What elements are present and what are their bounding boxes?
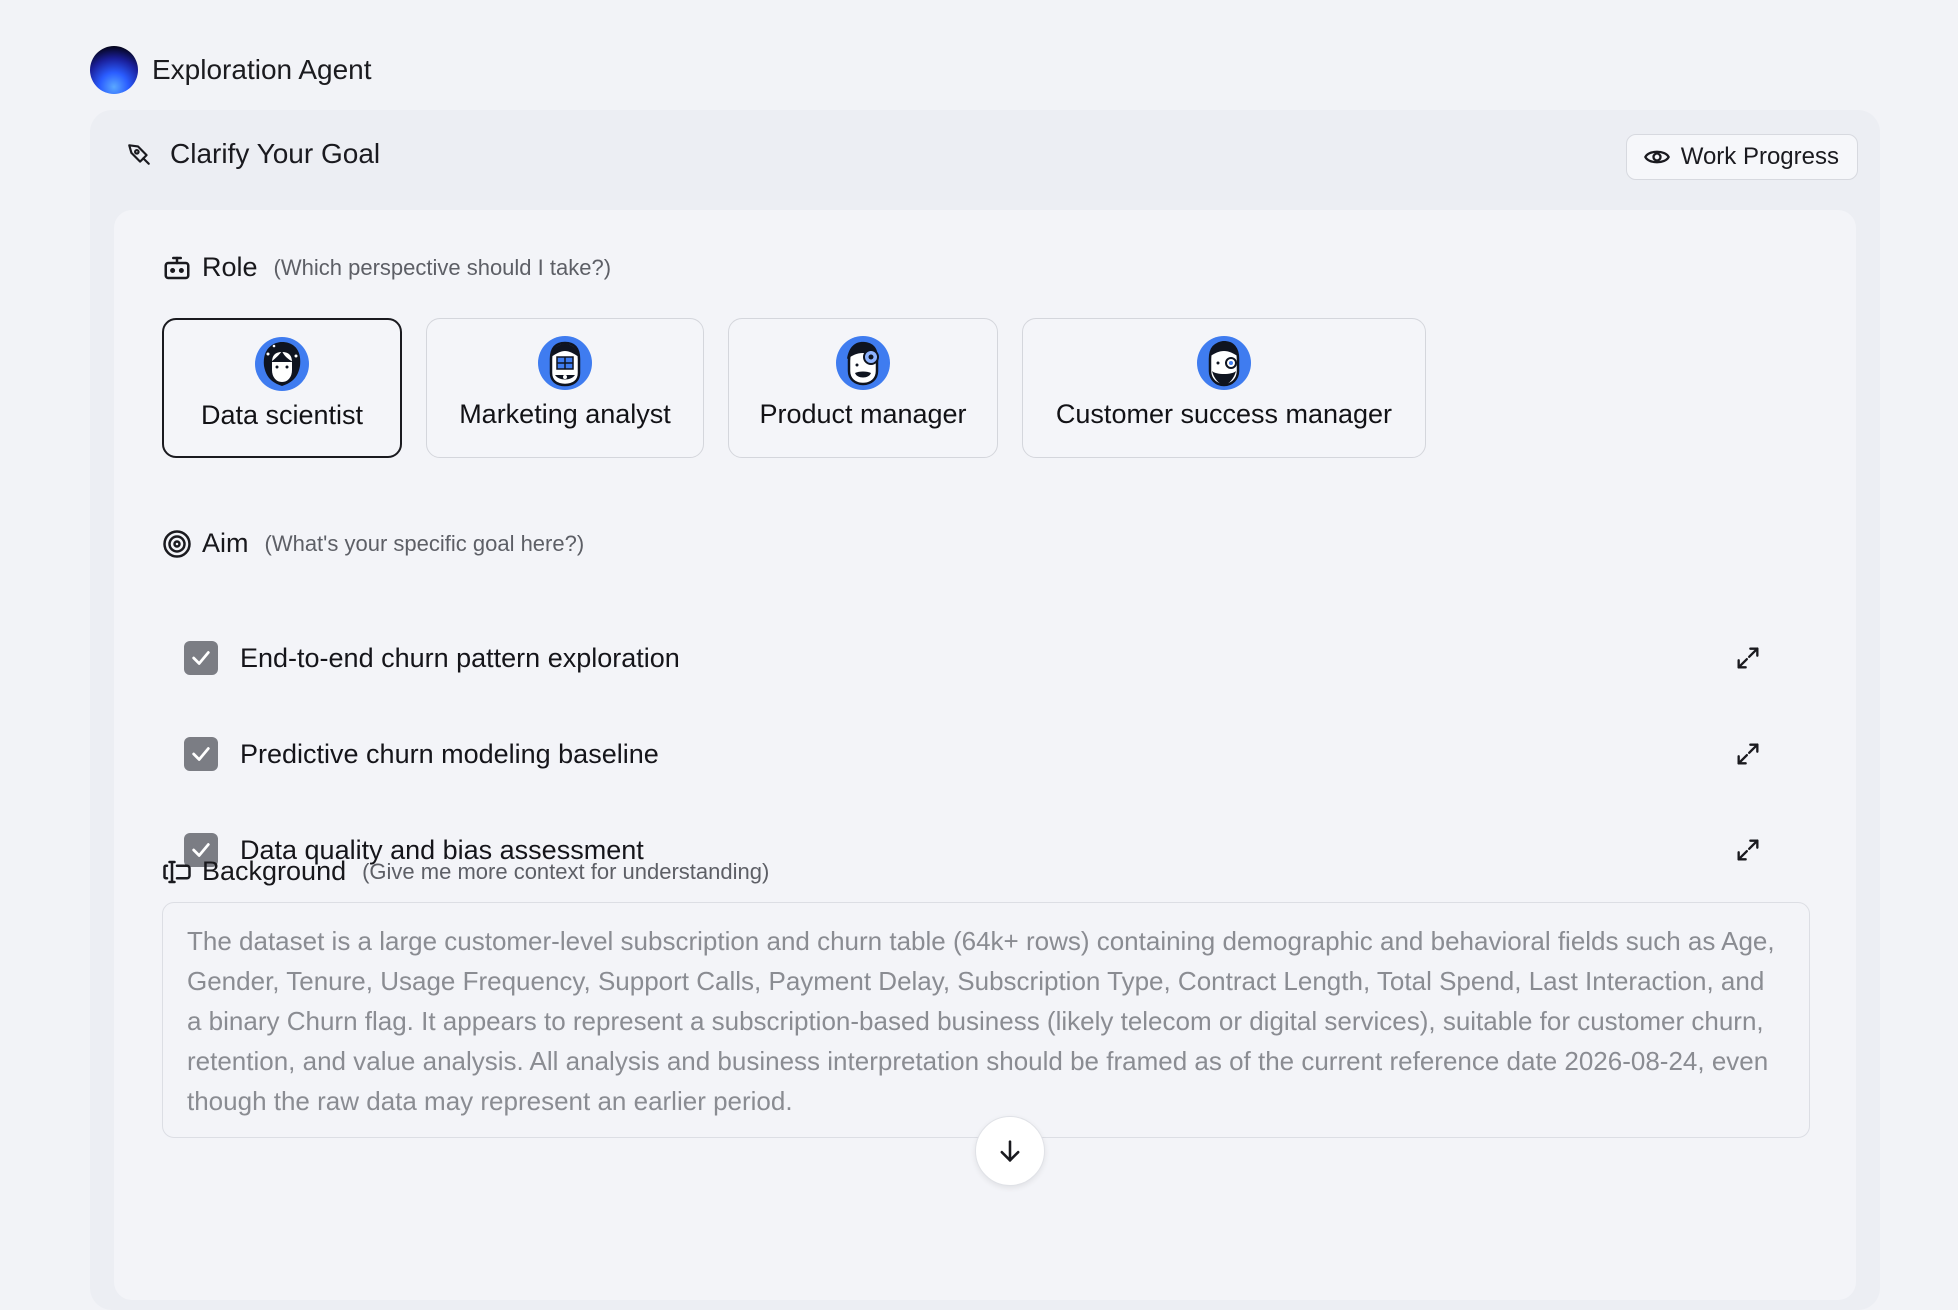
background-text: The dataset is a large customer-level subscription and churn table (64k+ rows) containing demographic and behavioral fields such as Age, Gender, Tenure, Usage Frequency, Support Calls, Payment Delay, Subscription Type, Contract Length, Total Spend, Last Interaction, and a binary Churn flag. It appears to represent a subscription-based business (likely telecom or digital services), suitable for customer churn, retention, and value analysis. All analysis and business interpretation should be framed as of the current reference date 2026-08-24, even though the raw data may represent an earlier period.	[187, 926, 1775, 1116]
checkmark-icon	[190, 647, 212, 669]
target-icon	[162, 529, 192, 559]
app-header	[90, 46, 372, 94]
role-option-marketing-analyst[interactable]	[426, 318, 704, 458]
aim-checkbox[interactable]	[184, 737, 218, 771]
work-progress-label: Work Progress	[1680, 143, 1839, 170]
expand-icon[interactable]	[1734, 836, 1762, 864]
checkmark-icon	[190, 743, 212, 765]
aim-list	[184, 610, 1784, 898]
background-hint: (Give me more context for understanding)	[362, 858, 770, 884]
aim-label	[162, 528, 584, 559]
background-title: Background	[202, 856, 347, 886]
eye-icon	[1643, 143, 1671, 171]
role-option-label: Marketing analyst	[459, 399, 671, 429]
role-option-label: Product manager	[759, 399, 967, 429]
app-title: Exploration Agent	[152, 54, 372, 85]
aim-item	[184, 610, 1784, 706]
expand-icon[interactable]	[1734, 644, 1762, 672]
aim-checkbox[interactable]	[184, 641, 218, 675]
role-option-label: Data scientist	[200, 400, 364, 430]
role-hint: (Which perspective should I take?)	[273, 254, 612, 280]
role-option-data-scientist[interactable]	[162, 318, 402, 458]
clarify-goal-panel	[90, 110, 1880, 1310]
background-label	[162, 856, 769, 887]
data-scientist-avatar-icon	[254, 336, 310, 392]
role-options	[162, 318, 1426, 458]
aim-item	[184, 706, 1784, 802]
aim-item-label: Data quality and bias assessment	[240, 834, 644, 865]
work-progress-button[interactable]	[1626, 134, 1858, 180]
role-option-label: Customer success manager	[1055, 399, 1393, 429]
aim-title: Aim	[202, 528, 249, 558]
pen-tool-icon	[126, 141, 152, 167]
background-textarea[interactable]	[162, 902, 1810, 1138]
role-label	[162, 252, 611, 283]
section-header	[126, 138, 380, 170]
product-manager-avatar-icon	[835, 335, 891, 391]
marketing-analyst-avatar-icon	[537, 335, 593, 391]
aim-item-label: End-to-end churn pattern exploration	[240, 642, 680, 673]
section-title: Clarify Your Goal	[170, 138, 381, 169]
role-option-product-manager[interactable]	[728, 318, 998, 458]
expand-icon[interactable]	[1734, 740, 1762, 768]
role-option-customer-success-manager[interactable]	[1022, 318, 1426, 458]
arrow-down-icon	[996, 1137, 1024, 1165]
customer-success-manager-avatar-icon	[1196, 335, 1252, 391]
goal-form	[114, 210, 1856, 1300]
role-title: Role	[202, 252, 258, 282]
aim-hint: (What's your specific goal here?)	[264, 530, 585, 556]
robot-icon	[162, 253, 192, 283]
app-logo	[90, 46, 138, 94]
aim-item-label: Predictive churn modeling baseline	[240, 738, 659, 769]
text-cursor-input-icon	[162, 857, 192, 887]
scroll-down-button[interactable]	[975, 1116, 1045, 1186]
